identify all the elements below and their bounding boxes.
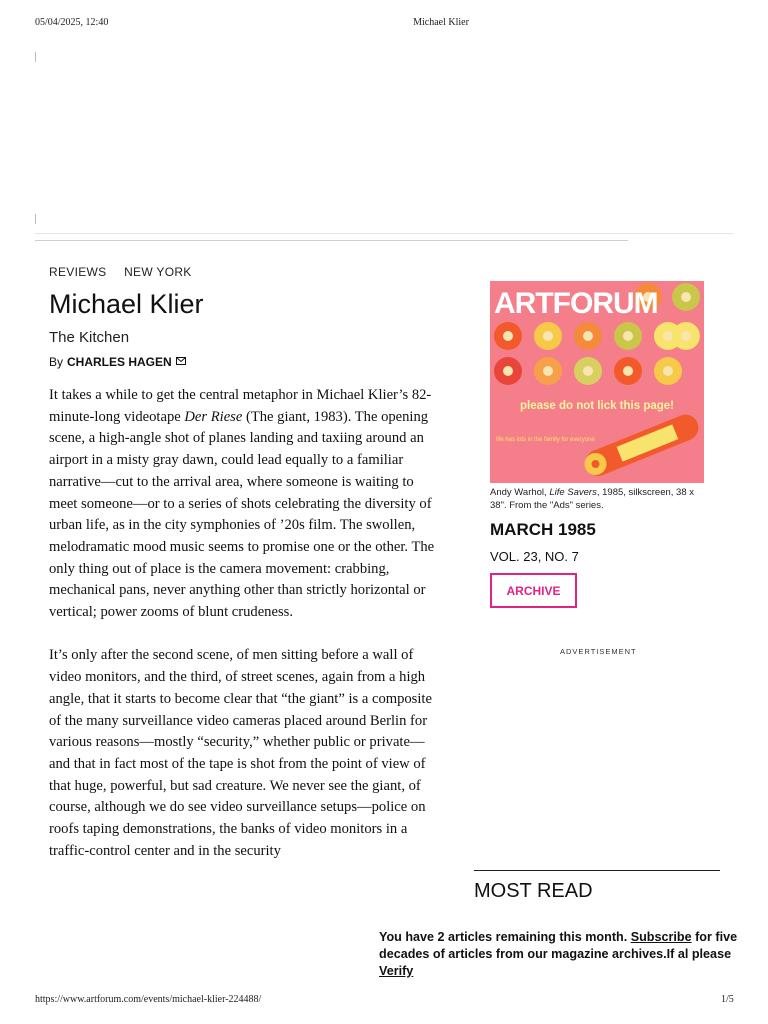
most-read-heading: MOST READ xyxy=(474,880,593,902)
candy-hole xyxy=(623,366,633,376)
email-author-icon[interactable] xyxy=(176,355,186,369)
candy-hole xyxy=(543,366,553,376)
article-title: Michael Klier xyxy=(49,289,204,319)
verify-link[interactable]: Verify xyxy=(379,964,414,978)
candy-hole xyxy=(681,292,691,302)
cover-caption: Andy Warhol, Life Savers, 1985, silkscreen, 38 x 38". From the "Ads" series. xyxy=(490,487,695,511)
candy-hole xyxy=(503,331,513,341)
issue-date[interactable]: MARCH 1985 xyxy=(490,520,596,539)
print-page-title: Michael Klier xyxy=(413,17,469,28)
byline xyxy=(49,355,186,369)
author-link[interactable]: CHARLES HAGEN xyxy=(67,355,172,369)
article-body xyxy=(49,385,439,923)
divider xyxy=(35,240,628,241)
section-tags xyxy=(49,265,206,279)
divider-thin xyxy=(35,233,734,234)
candy-hole xyxy=(503,366,513,376)
article-paragraph: It takes a while to get the central metaphor in Michael Klier’s 82-minute-long videotape Der Riese (The giant, 1983). The opening scene, a high-angle shot of planes landing and taxiing around an airport in a misty gray dawn, could lead equally to a familiar narrative—cut to the arrival area, where someone is waiting to meet someone—or to a series of shots celebrating the diversity of urban life, as in the city symphonies of ’20s film. The swollen, melodramatic mood music seems to promise one or the other. The only thing out of place is the camera movement: crabbing, mechanical pans, never anything other than strictly horizontal or vertical; power zooms of blunt crudeness. xyxy=(49,387,435,621)
ad-slot-marker-bottom xyxy=(35,214,36,224)
candy-hole xyxy=(663,366,673,376)
article-venue: The Kitchen xyxy=(49,329,130,346)
cover-headline: please do not lick this page! xyxy=(519,400,675,412)
candy-hole xyxy=(663,331,673,341)
cover-scribble: life has lots in the family for everyone xyxy=(496,437,595,443)
section-link-reviews[interactable]: REVIEWS xyxy=(49,265,107,279)
candy-hole xyxy=(681,331,691,341)
paywall-text: You have 2 articles remaining this month. xyxy=(379,930,631,944)
candy-hole xyxy=(583,366,593,376)
ad-slot-marker-top xyxy=(35,52,36,62)
paywall-banner xyxy=(370,926,768,982)
candy-hole xyxy=(623,331,633,341)
byline-prefix: By xyxy=(49,355,64,369)
issue-volume: VOL. 23, NO. 7 xyxy=(490,549,579,564)
advertisement-label: ADVERTISEMENT xyxy=(560,647,637,656)
archive-button[interactable]: ARCHIVE xyxy=(490,573,577,608)
print-page-number: 1/5 xyxy=(721,994,734,1005)
print-url: https://www.artforum.com/events/michael-klier-224488/ xyxy=(35,994,262,1005)
subscribe-link[interactable]: Subscribe xyxy=(630,930,692,944)
candy-hole xyxy=(583,331,593,341)
print-datetime: 05/04/2025, 12:40 xyxy=(35,17,109,28)
magazine-cover-image[interactable] xyxy=(490,281,704,483)
candy-hole xyxy=(543,331,553,341)
article-paragraph: It’s only after the second scene, of men sitting before a wall of video monitors, and the third, of street scenes, again from a high angle, that it starts to become clear that “the giant” is a composite of the many surveillance video cameras placed around Berlin for various reasons—mostly “security,” whether public or private—and that in fact most of the tape is shot from the point of view of that huge, powerful, but sad creature. We never see the giant, of course, although we do see video surveillance setups—police on roofs taping demonstrations, the banks of video monitors in a traffic-control center and in the security xyxy=(49,647,432,859)
most-read-divider xyxy=(474,870,720,871)
cover-masthead: ARTFORUM xyxy=(494,287,658,320)
paywall-text: for five decades of articles from our magazine archives.If al please xyxy=(379,930,738,961)
section-link-new-york[interactable]: NEW YORK xyxy=(124,265,192,279)
